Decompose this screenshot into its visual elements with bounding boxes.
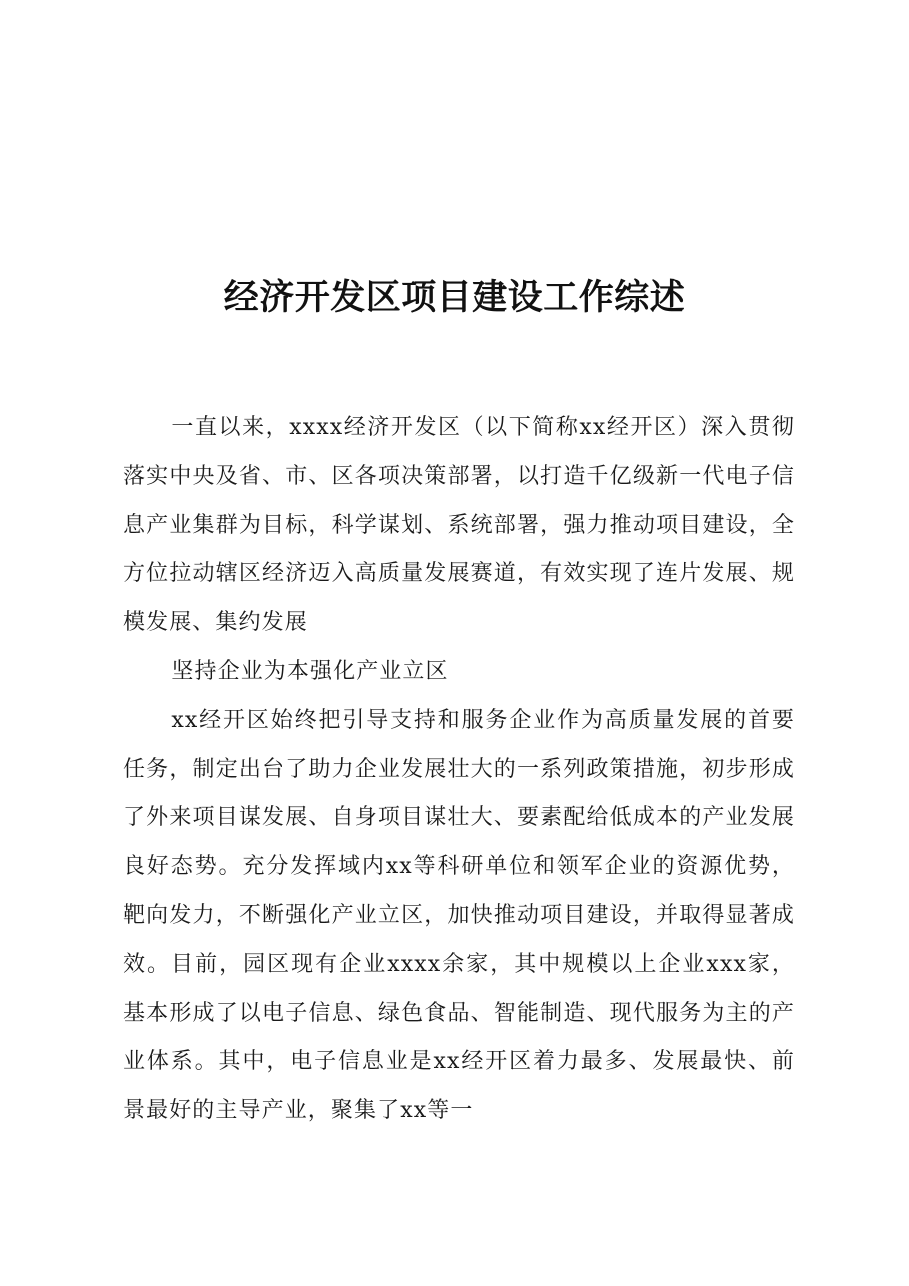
document-body (123, 404, 795, 1136)
document-title: 经济开发区项目建设工作综述 (223, 277, 686, 318)
paragraph-enterprise: xx经开区始终把引导支持和服务企业作为高质量发展的首要任务，制定出台了助力企业发展壮大的一系列政策措施，初步形成了外来项目谋发展、自身项目谋壮大、要素配给低成本的产业发展良好态势。充分发挥域内xx等科研单位和领军企业的资源优势，靶向发力，不断强化产业立区，加快推动项目建设，并取得显著成效。目前，园区现有企业xxxx余家，其中规模以上企业xxx家，基本形成了以电子信息、绿色食品、智能制造、现代服务为主的产业体系。其中，电子信息业是xx经开区着力最多、发展最快、前景最好的主导产业，聚集了xx等一 (123, 707, 795, 1124)
section-heading: 坚持企业为本强化产业立区 (171, 658, 449, 684)
paragraph-intro: 一直以来，xxxx经济开发区（以下简称xx经开区）深入贯彻落实中央及省、市、区各项决策部署，以打造千亿级新一代电子信息产业集群为目标，科学谋划、系统部署，强力推动项目建设，全方位拉动辖区经济迈入高质量发展赛道，有效实现了连片发展、规模发展、集约发展 (123, 415, 795, 636)
